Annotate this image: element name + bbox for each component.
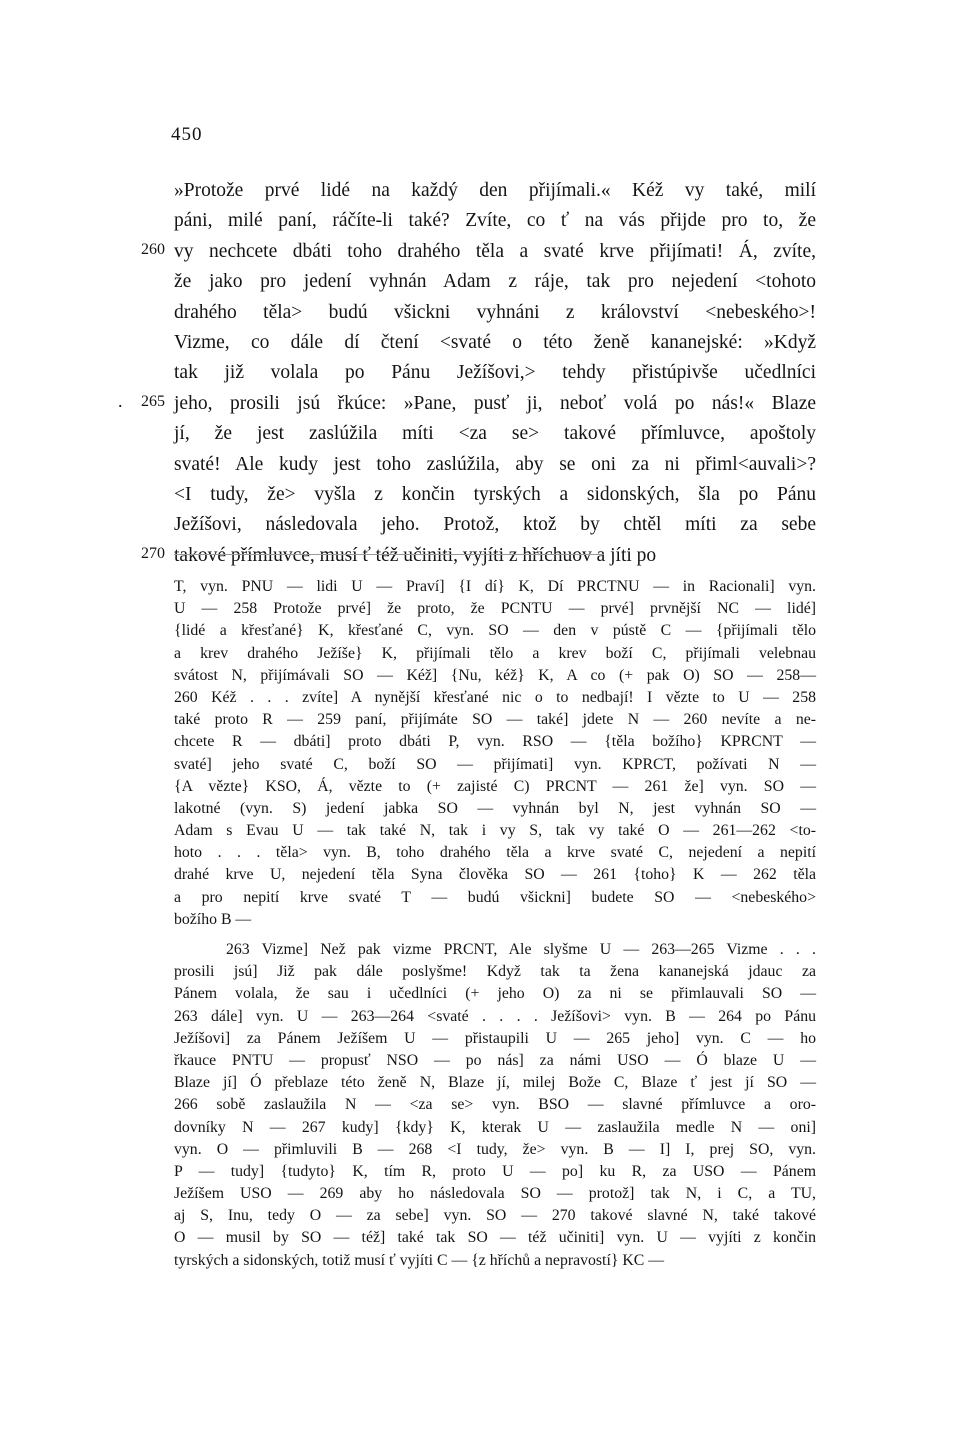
note-line: 266 sobě zaslaužila N — <za se> vyn. BSO — slavné přímluvce a oro-: [174, 1096, 816, 1114]
text-line-content: Vizme, co dále dí čtení <svaté o této ženě kananejské: »Když: [174, 331, 816, 353]
text-line: [0, 298, 960, 328]
text-line-content: že jako pro jedení vyhnán Adam z ráje, tak pro nejedení <tohoto: [174, 271, 816, 293]
note-line: dovníky N — 267 kudy] {kdy} K, kterak U — zaslaužila medle N — oni]: [174, 1118, 816, 1136]
note-line: lakotné (vyn. S) jedení jabka SO — vyhnán byl N, jest vyhnán SO —: [174, 799, 816, 817]
note-line: Ježíšem USO — 269 aby ho následovala SO — protož] tak N, i C, a TU,: [174, 1185, 816, 1203]
note-line: drahé krve U, nejedení těla Syna člověka SO — 261 {toho} K — 262 těla: [174, 866, 816, 884]
text-line: [0, 480, 960, 510]
text-line: [0, 328, 960, 358]
text-line: [0, 389, 960, 419]
text-line-content: vy nechcete dbáti toho drahého těla a svaté krve přijímati! Á, zvíte,: [174, 240, 816, 262]
text-line: [0, 419, 960, 449]
footnote-separator: [174, 554, 604, 555]
apparatus-notes: [174, 576, 816, 1272]
note-line: a pro nepití krve svaté T — budú všickni] budete SO — <nebeského>: [174, 888, 816, 906]
note-line: tyrských a sidonských, totiž musí ť vyjíti C — {z hříchů a nepravostí} KC —: [174, 1251, 665, 1269]
text-line: [0, 450, 960, 480]
text-line-content: <I tudy, že> vyšla z končin tyrských a sidonských, šla po Pánu: [174, 483, 816, 505]
text-line: [0, 267, 960, 297]
line-number: 260: [141, 240, 165, 258]
text-line-content: tak již volala po Pánu Ježíšovi,> tehdy přistúpivše učedlníci: [174, 362, 816, 384]
text-line-content: páni, milé paní, ráčíte-li také? Zvíte, co ť na vás přijde pro to, že: [174, 210, 816, 232]
note-line: T, vyn. PNU — lidi U — Praví] {I dí} K, Dí PRCTNU — in Racionali] vyn.: [174, 578, 816, 595]
text-line: [0, 237, 960, 267]
text-line: [0, 510, 960, 540]
text-line-content: jeho, prosili jsú řkúce: »Pane, pusť ji, neboť volá po nás!« Blaze: [174, 392, 816, 414]
margin-mark: .: [118, 390, 123, 411]
text-line: [0, 358, 960, 388]
text-line: [0, 541, 960, 571]
note-line: Adam s Evau U — tak také N, tak i vy S, tak vy také O — 261—262 <to-: [174, 822, 816, 840]
main-text: [0, 176, 960, 571]
note-line: chcete R — dbáti] proto dbáti P, vyn. RSO — {těla božího} KPRCNT —: [174, 733, 816, 751]
note-line: svaté] jeho svaté C, boží SO — přijímati] vyn. KPRCT, požívati N —: [174, 755, 816, 773]
text-line-content: »Protože prvé lidé na každý den přijímali.« Kéž vy také, milí: [174, 180, 816, 201]
note-line: Ježíšovi] za Pánem Ježíšem U — přistaupili U — 265 jeho] vyn. C — ho: [174, 1029, 816, 1047]
note-line: 260 Kéž . . . zvíte] A nynější křesťané nic o to nedbají! I vězte to U — 258: [174, 688, 816, 706]
text-line-content: jí, že jest zaslúžila míti <za se> takové přímluvce, apoštoly: [174, 423, 816, 445]
note-line: O — musil by SO — též] také tak SO — též učiniti] vyn. U — vyjíti z končin: [174, 1229, 816, 1247]
note-line: aj S, Inu, tedy O — za sebe] vyn. SO — 270 takové slavné N, také takové: [174, 1207, 816, 1225]
note-line: a krev drahého Ježíše} K, přijímali tělo a krev boží C, přijímali velebnau: [174, 644, 816, 662]
note-line: {A vězte} KSO, Á, vězte to (+ zajisté C) PRCNT — 261 že] vyn. SO —: [174, 777, 816, 795]
note-line: 263 Vizme] Než pak vizme PRCNT, Ale slyšme U — 263—265 Vizme . . .: [226, 941, 816, 958]
note-line: božího B —: [174, 910, 252, 928]
note-line: P — tudy] {tudyto} K, tím R, proto U — po] ku R, za USO — Pánem: [174, 1162, 816, 1180]
page-number: 450: [171, 124, 203, 145]
text-line-content: drahého těla> budú všickni vyhnáni z království <nebeského>!: [174, 301, 816, 323]
note-line: prosili jsú] Již pak dále poslyšme! Když tak ta žena kananejská jdauc za: [174, 963, 816, 981]
note-line: Blaze jí] Ó přeblaze této ženě N, Blaze jí, milej Bože C, Blaze ť jest jí SO —: [174, 1074, 816, 1092]
line-number: 265: [141, 392, 165, 410]
note-line: U — 258 Protože prvé] že proto, že PCNTU — prvé] prvnější NC — lidé]: [174, 600, 816, 618]
note-line: řkauce PNTU — propusť NSO — po nás] za námi USO — Ó blaze U —: [174, 1051, 816, 1069]
note-line: {lidé a křesťané} K, křesťané C, vyn. SO — den v pústě C — {přijímali tělo: [174, 622, 816, 640]
note-gap: [174, 931, 816, 939]
note-line: Pánem volala, že sau i učedlníci (+ jeho O) za ni se přimlauvali SO —: [174, 985, 816, 1003]
text-line: [0, 176, 960, 206]
note-line: svátost N, přijímávali SO — Kéž] {Nu, kéž} K, A co (+ pak O) SO — 258—: [174, 666, 816, 684]
text-line-content: svaté! Ale kudy jest toho zaslúžila, aby se oni za ni přiml<auvali>?: [174, 453, 816, 475]
text-line-content: Ježíšovi, následovala jeho. Protož, ktož by chtěl míti za sebe: [174, 514, 816, 536]
text-line: [0, 206, 960, 236]
line-number: 270: [141, 544, 165, 562]
note-line: 263 dále] vyn. U — 263—264 <svaté . . . . Ježíšovi> vyn. B — 264 po Pánu: [174, 1007, 816, 1025]
text-line-content: takové přímluvce, musí ť též učiniti, vyjíti z hříchuov a jíti po: [174, 544, 657, 566]
note-line: také proto R — 259 paní, přijímáte SO — také] jdete N — 260 nevíte a ne-: [174, 711, 816, 729]
note-line: hoto . . . těla> vyn. B, toho drahého těla a krve svaté C, nejedení a nepití: [174, 844, 816, 862]
note-line: vyn. O — přimluvili B — 268 <I tudy, že> vyn. B — I] I, prej SO, vyn.: [174, 1140, 816, 1158]
